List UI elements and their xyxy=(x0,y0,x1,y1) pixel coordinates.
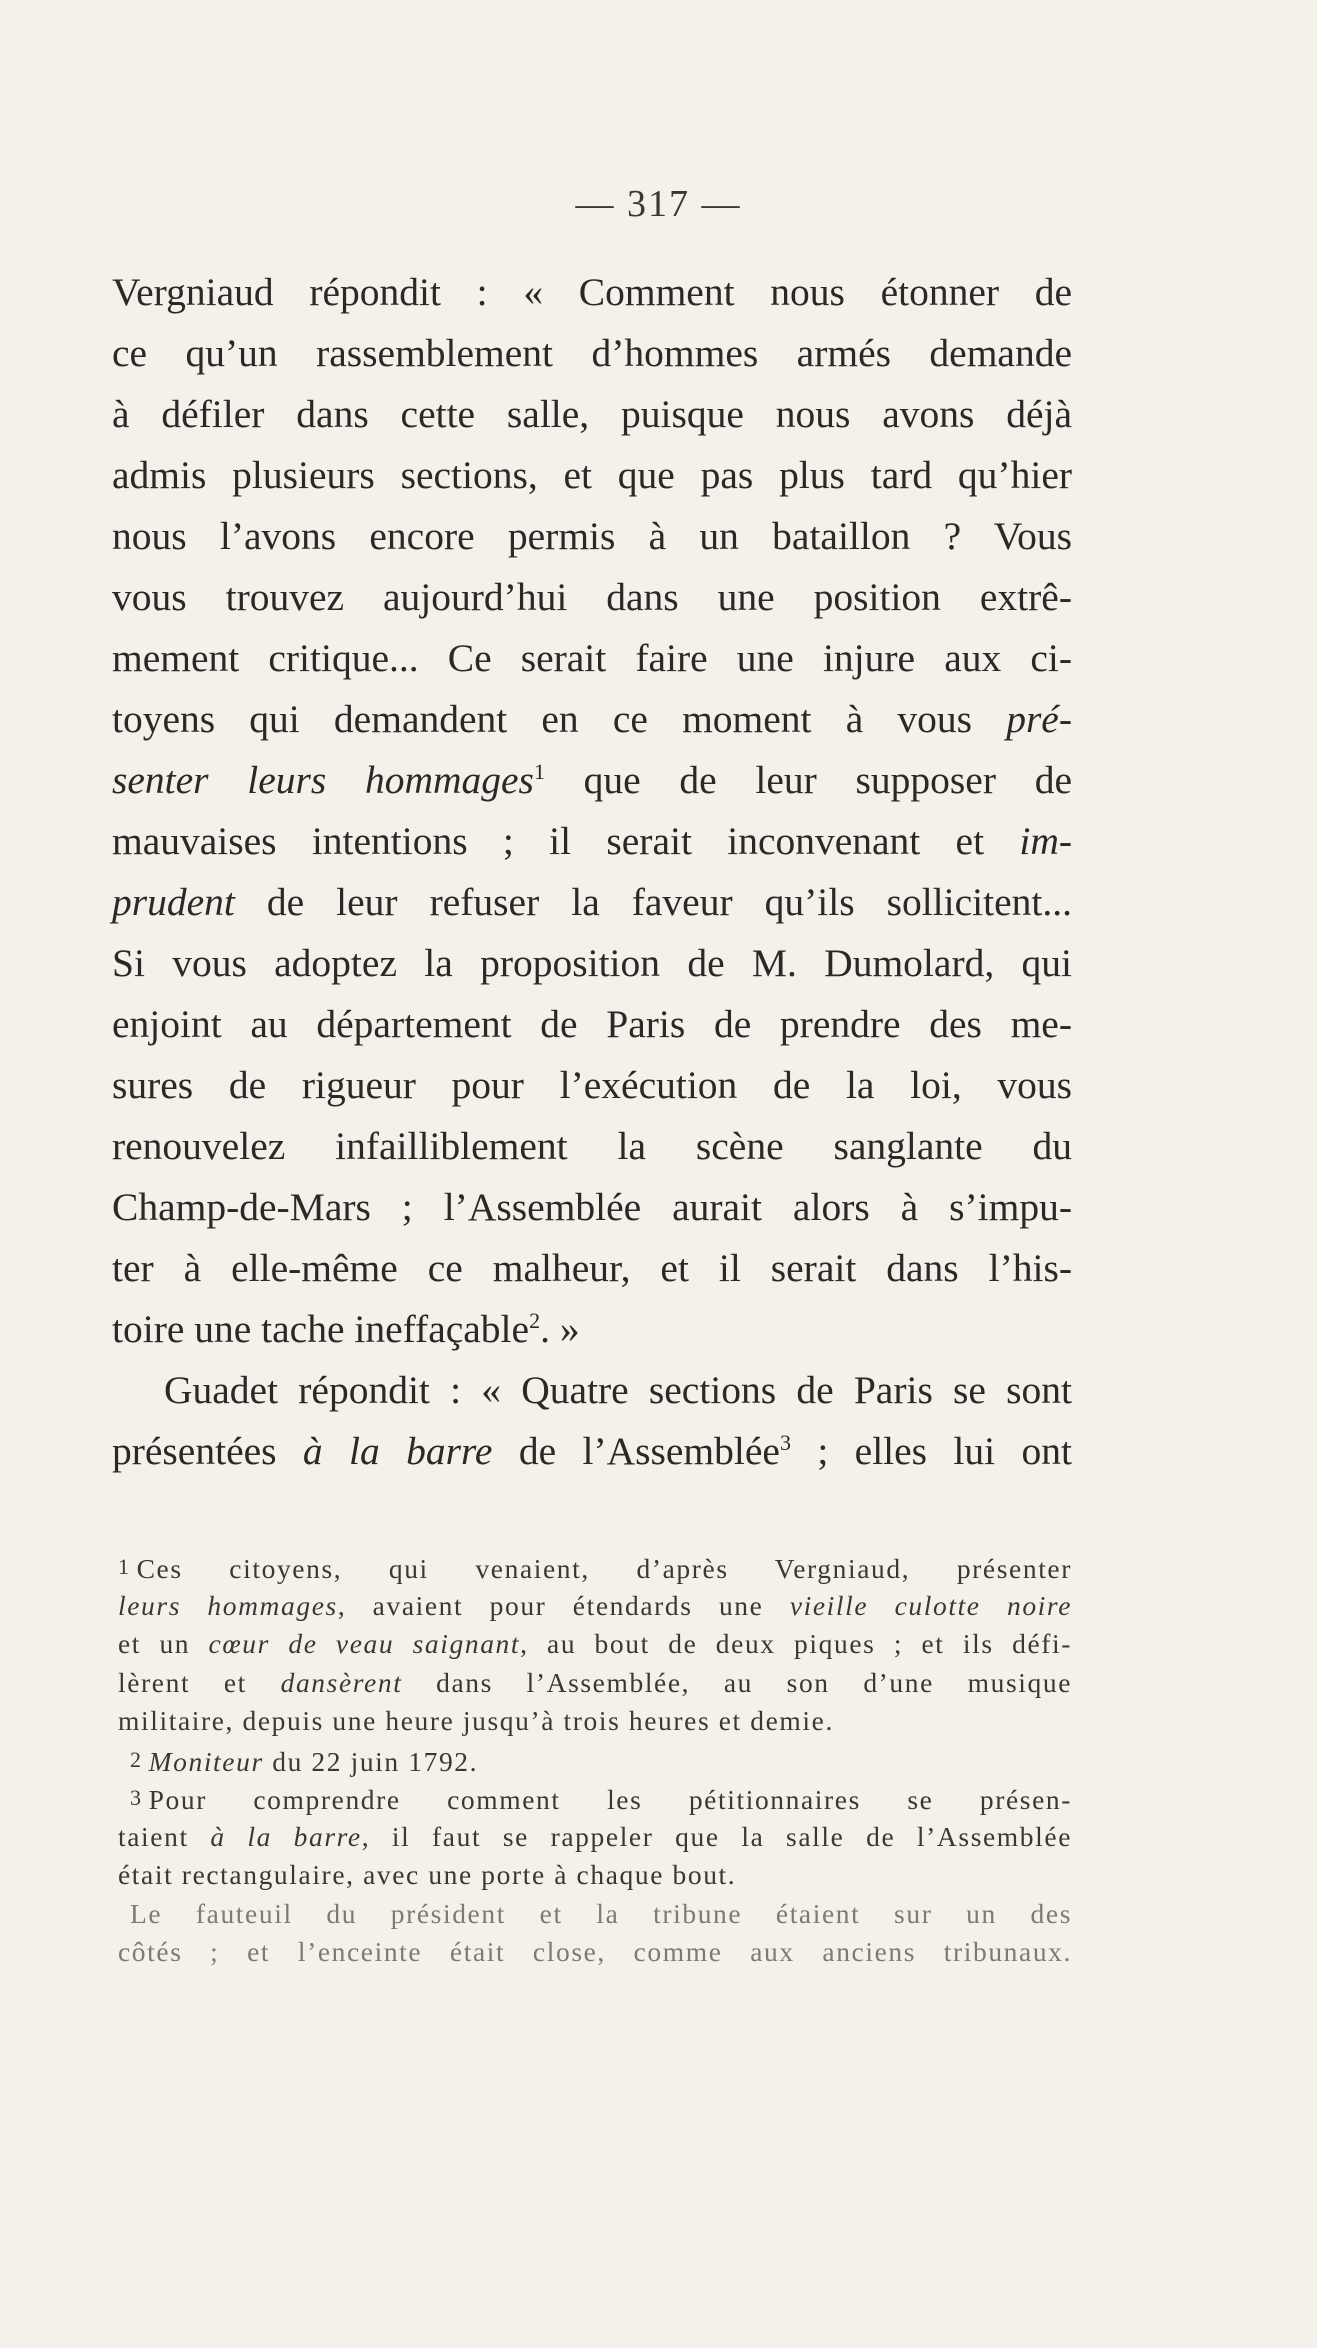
text-line: enjoint au département de Paris de prendre des me- xyxy=(112,1002,1072,1046)
text-line: Vergniaud répondit : « Comment nous étonner de xyxy=(112,270,1072,314)
text-line: mement critique... Ce serait faire une injure aux ci- xyxy=(112,636,1072,680)
text-line: admis plusieurs sections, et que pas plus tard qu’hier xyxy=(112,453,1072,497)
text-line: Si vous adoptez la proposition de M. Dumolard, qui xyxy=(112,941,1072,985)
footnote-1: 1 Ces citoyens, qui venaient, d’après Vergniaud, présenter xyxy=(118,1553,1072,1584)
text-line: Guadet répondit : « Quatre sections de Paris se sont xyxy=(164,1368,1072,1412)
text-line: ce qu’un rassemblement d’hommes armés demande xyxy=(112,331,1072,375)
footnote-marker: 2 xyxy=(130,1746,143,1772)
footnote-3-line: côtés ; et l’enceinte était close, comme aux anciens tribunaux. xyxy=(118,1936,1072,1967)
footnote-2: 2 Moniteur du 22 juin 1792. xyxy=(130,1745,479,1777)
footnote-3-line: était rectangulaire, avec une porte à chaque bout. xyxy=(118,1859,737,1890)
main-text xyxy=(112,262,1072,1482)
page-number: — 317 — xyxy=(575,183,742,225)
footnote-marker: 1 xyxy=(118,1554,131,1579)
text-line: toyens qui demandent en ce moment à vous pré- xyxy=(112,697,1072,741)
text-line: nous l’avons encore permis à un bataillon ? Vous xyxy=(112,514,1072,558)
text-line: vous trouvez aujourd’hui dans une position extrê- xyxy=(112,575,1072,619)
text-line: à défiler dans cette salle, puisque nous avons déjà xyxy=(112,392,1072,436)
text-line: mauvaises intentions ; il serait inconvenant et im- xyxy=(112,819,1072,863)
footnotes xyxy=(118,1548,1072,1972)
text-line: présentées à la barre de l’Assemblée$^3$ ; elles lui ont xyxy=(112,1429,1072,1473)
text-line: ter à elle-même ce malheur, et il serait dans l’his- xyxy=(112,1246,1072,1290)
text-line: prudent de leur refuser la faveur qu’ils sollicitent... xyxy=(112,880,1072,924)
footnote-3-line: taient à la barre, il faut se rappeler que la salle de l’Assemblée xyxy=(118,1820,1072,1852)
footnote-3: 3 Pour comprendre comment les pétitionnaires se présen- xyxy=(130,1784,1072,1815)
text-line: senter leurs hommages$^1$ que de leur supposer de xyxy=(112,758,1072,802)
footnote-ref-2: 2 xyxy=(529,1307,541,1333)
text-line: renouvelez infailliblement la scène sanglante du xyxy=(112,1124,1072,1168)
footnote-3-line: Le fauteuil du président et la tribune étaient sur un des xyxy=(130,1897,1072,1929)
footnote-ref-1: 1 xyxy=(533,758,545,784)
footnote-1-line: militaire, depuis une heure jusqu’à trois heures et demie. xyxy=(118,1705,834,1736)
footnote-1-line: lèrent et dansèrent dans l’Assemblée, au son d’une musique xyxy=(118,1666,1073,1698)
text-line: Champ-de-Mars ; l’Assemblée aurait alors à s’impu- xyxy=(112,1185,1072,1229)
text-line: toire une tache ineffaçable$^2$. » xyxy=(112,1307,580,1351)
footnote-1-line: leurs hommages, avaient pour étendards une vieille culotte noire xyxy=(118,1589,1073,1621)
text-line: sures de rigueur pour l’exécution de la loi, vous xyxy=(112,1063,1072,1107)
footnote-1-line: et un cœur de veau saignant, au bout de deux piques ; et ils défi- xyxy=(118,1628,1073,1659)
footnote-ref-3: 3 xyxy=(779,1429,791,1455)
footnote-marker: 3 xyxy=(130,1785,143,1810)
